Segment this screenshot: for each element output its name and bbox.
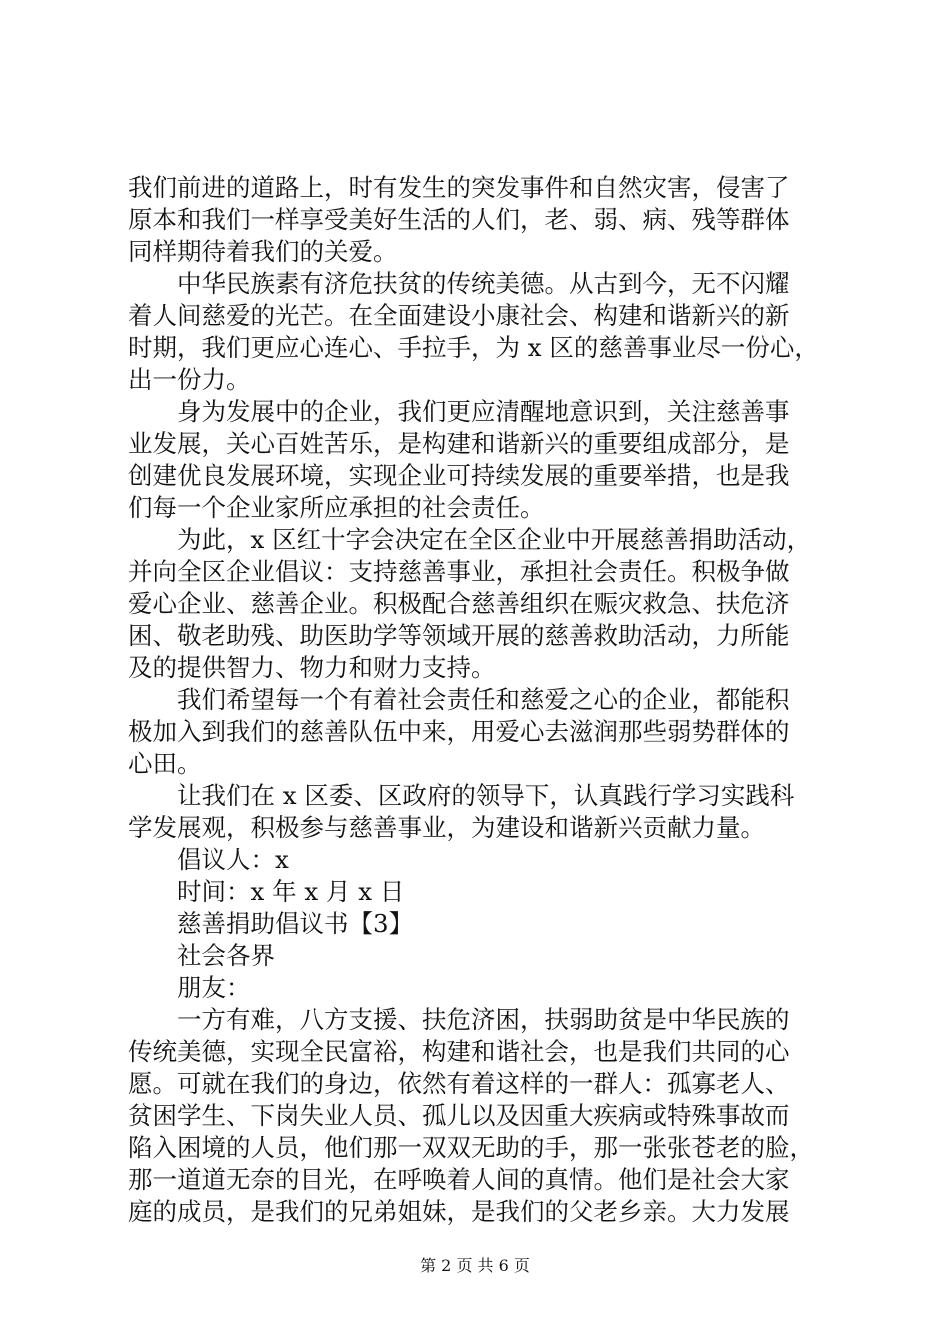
salutation-line: 朋友： — [128, 973, 251, 1002]
text-line: 让我们在 x 区委、区政府的领导下，认真践行学习实践科 — [128, 781, 795, 810]
text-line: 同样期待着我们的关爱。 — [128, 237, 398, 266]
date-line: 时间：x 年 x 月 x 日 — [128, 877, 405, 906]
text-line: 出一份力。 — [128, 365, 251, 394]
text-line: 业发展，关心百姓苦乐，是构建和谐新兴的重要组成部分，是 — [128, 429, 790, 458]
text-line: 极加入到我们的慈善队伍中来，用爱心去滋润那些弱势群体的 — [128, 717, 790, 746]
signature-line: 倡议人：x — [128, 845, 289, 874]
text-line: 创建优良发展环境，实现企业可持续发展的重要举措，也是我 — [128, 461, 790, 490]
text-line: 学发展观，积极参与慈善事业，为建设和谐新兴贡献力量。 — [128, 813, 765, 842]
text-line: 原本和我们一样享受美好生活的人们，老、弱、病、残等群体 — [128, 205, 790, 234]
text-line: 时期，我们更应心连心、手拉手，为 x 区的慈善事业尽一份心， — [128, 333, 819, 362]
text-line: 及的提供智力、物力和财力支持。 — [128, 653, 496, 682]
text-line: 着人间慈爱的光芒。在全面建设小康社会、构建和谐新兴的新 — [128, 301, 790, 330]
text-line: 并向全区企业倡议：支持慈善事业，承担社会责任。积极争做 — [128, 557, 790, 586]
text-line: 庭的成员，是我们的兄弟姐妹，是我们的父老乡亲。大力发展 — [128, 1197, 790, 1226]
text-line: 爱心企业、慈善企业。积极配合慈善组织在赈灾救急、扶危济 — [128, 589, 790, 618]
text-line: 传统美德，实现全民富裕，构建和谐社会，也是我们共同的心 — [128, 1037, 790, 1066]
text-line: 那一道道无奈的目光，在呼唤着人间的真情。他们是社会大家 — [128, 1165, 790, 1194]
text-line: 们每一个企业家所应承担的社会责任。 — [128, 493, 545, 522]
salutation-line: 社会各界 — [128, 941, 275, 970]
section-heading: 慈善捐助倡议书【3】 — [128, 909, 414, 938]
document-body — [128, 172, 840, 1228]
text-line: 我们前进的道路上，时有发生的突发事件和自然灾害，侵害了 — [128, 173, 790, 202]
text-line: 陷入困境的人员，他们那一双双无助的手，那一张张苍老的脸， — [128, 1133, 814, 1162]
text-line: 我们希望每一个有着社会责任和慈爱之心的企业，都能积 — [128, 685, 790, 714]
text-line: 困、敬老助残、助医助学等领域开展的慈善救助活动，力所能 — [128, 621, 790, 650]
text-line: 身为发展中的企业，我们更应清醒地意识到，关注慈善事 — [128, 397, 790, 426]
page-number-footer: 第 2 页 共 6 页 — [420, 1256, 530, 1275]
text-line: 愿。可就在我们的身边，依然有着这样的一群人：孤寡老人、 — [128, 1069, 790, 1098]
text-line: 贫困学生、下岗失业人员、孤儿以及因重大疾病或特殊事故而 — [128, 1101, 790, 1130]
text-line: 心田。 — [128, 749, 202, 778]
text-line: 一方有难，八方支援、扶危济困，扶弱助贫是中华民族的 — [128, 1005, 790, 1034]
text-line: 为此，x 区红十字会决定在全区企业中开展慈善捐助活动， — [128, 525, 812, 554]
text-line: 中华民族素有济危扶贫的传统美德。从古到今，无不闪耀 — [128, 269, 790, 298]
